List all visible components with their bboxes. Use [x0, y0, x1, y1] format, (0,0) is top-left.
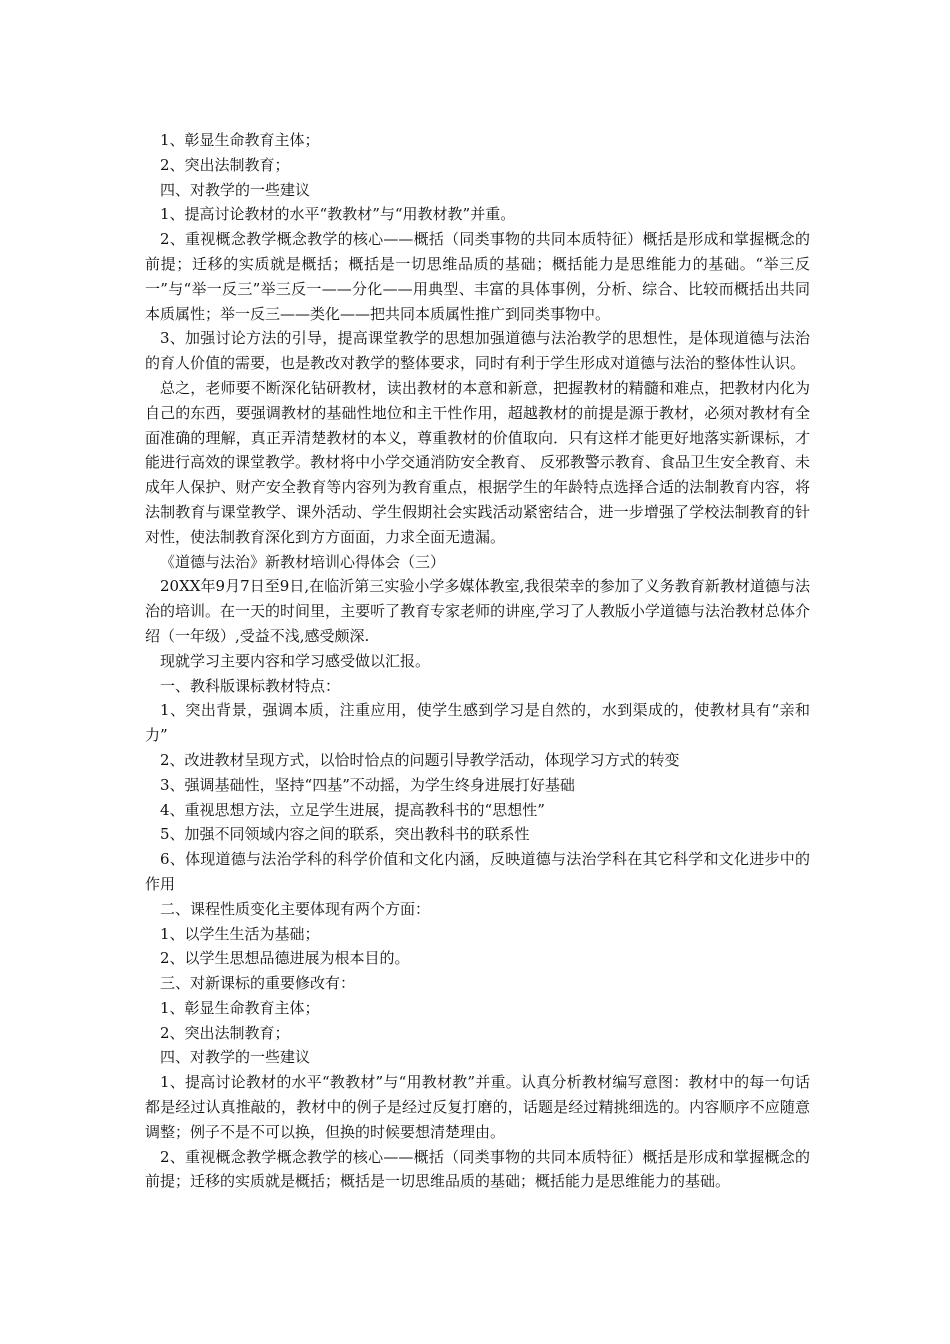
paragraph: 2、重视概念教学概念教学的核心——概括（同类事物的共同本质特征）概括是形成和掌握概念的前提；迁移的实质就是概括；概括是一切思维品质的基础；概括能力是思维能力的基础。 [145, 1147, 810, 1191]
paragraph: 3、加强讨论方法的引导，提高课堂教学的思想加强道德与法治教学的思想性，是体现道德与法治的育人价值的需要，也是教改对教学的整体要求，同时有利于学生形成对道德与法治的整体性认识。 [145, 329, 810, 373]
section-heading: 三、对新课标的重要修改有： [160, 974, 356, 993]
paragraph: 2、改进教材呈现方式，以恰时恰点的问题引导教学活动，体现学习方式的转变 [160, 750, 680, 769]
paragraph: 1、以学生生活为基础； [160, 924, 320, 943]
paragraph: 3、强调基础性，坚持“四基”不动摇，为学生终身进展打好基础 [160, 775, 575, 794]
paragraph: 1、彰显生命教育主体； [160, 131, 320, 149]
paragraph: 6、体现道德与法治学科的科学价值和文化内涵，反映道德与法治学科在其它科学和文化进步中的作用 [145, 850, 810, 893]
document-body [145, 128, 810, 1194]
paragraph: 2、突出法制教育； [160, 155, 290, 174]
paragraph: 2、重视概念教学概念教学的核心——概括（同类事物的共同本质特征）概括是形成和掌握概念的前提；迁移的实质就是概括；概括是一切思维品质的基础；概括能力是思维能力的基础。“举三反一”与“举一反三”举三反一——分化——用典型、丰富的具体事例，分析、综合、比较而概括出共同本质属性；举一反三——类化——把共同本质属性推广到同类事物中。 [145, 230, 810, 323]
paragraph: 20XX年9月7日至9日,在临沂第三实验小学多媒体教室,我很荣幸的参加了义务教育新教材道德与法治的培训。在一天的时间里，主要听了教育专家老师的讲座,学习了人教版小学道德与法治教材总体介绍（一年级）,受益不浅,感受颇深. [145, 577, 810, 645]
paragraph: 1、突出背景，强调本质，注重应用，使学生感到学习是自然的，水到渠成的，使教材具有“亲和力” [145, 701, 810, 745]
section-heading: 一、教科版课标教材特点： [160, 676, 341, 695]
paragraph: 现就学习主要内容和学习感受做以汇报。 [160, 651, 431, 670]
paragraph: 4、重视思想方法，立足学生进展，提高教科书的“思想性” [160, 800, 545, 819]
paragraph: 2、突出法制教育； [160, 1023, 290, 1042]
paragraph: 1、提高讨论教材的水平“教教材”与“用教材教”并重。 [160, 205, 516, 224]
paragraph: 5、加强不同领域内容之间的联系，突出教科书的联系性 [160, 825, 530, 844]
paragraph: 2、以学生思想品德进展为根本目的。 [160, 949, 410, 968]
section-heading: 二、课程性质变化主要体现有两个方面： [160, 899, 431, 918]
paragraph: 1、提高讨论教材的水平“教教材”与“用教材教”并重。认真分析教材编写意图：教材中的每一句话都是经过认真推敲的，教材中的例子是经过反复打磨的，话题是经过精挑细选的。内容顺序不应随意调整；例子不是不可以换，但换的时候要想清楚理由。 [145, 1073, 810, 1141]
section-heading: 四、对教学的一些建议 [160, 1048, 311, 1067]
paragraph: 总之，老师要不断深化钻研教材，读出教材的本意和新意，把握教材的精髓和难点，把教材内化为自己的东西，要强调教材的基础性地位和主干性作用，超越教材的前提是源于教材，必须对教材有全面准确的理解，真正弄清楚教材的本义，尊重教材的价值取向．只有这样才能更好地落实新课标，才能进行高效的课堂教学。教材将中小学交通消防安全教育、 反邪教警示教育、食品卫生安全教育、未成年人保护、财产安全教育等内容列为教育重点，根据学生的年龄特点选择合适的法制教育内容，将法制教育与课堂教学、课外活动、学生假期社会实践活动紧密结合，进一步增强了学校法制教育的针对性，使法制教育深化到方方面面，力求全面无遗漏。 [145, 378, 810, 546]
section-heading: 四、对教学的一些建议 [160, 180, 311, 199]
article-title: 《道德与法治》新教材培训心得体会（三） [160, 552, 446, 571]
paragraph: 1、彰显生命教育主体； [160, 998, 320, 1017]
